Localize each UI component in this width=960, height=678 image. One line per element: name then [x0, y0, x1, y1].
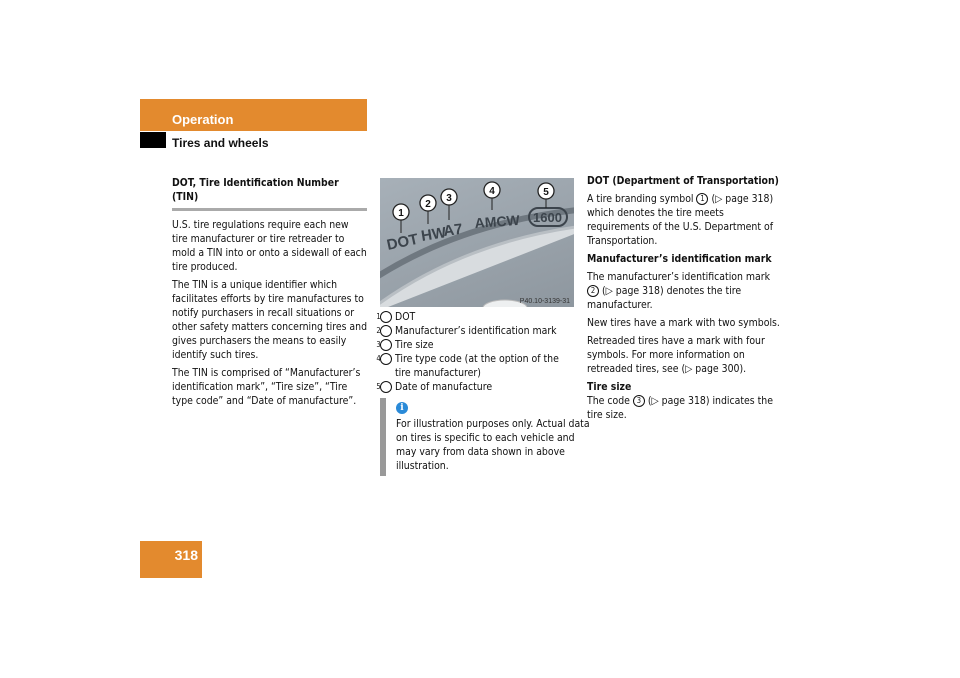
legend [376, 310, 574, 394]
page-number-box [140, 541, 202, 578]
callout-5: 5 [543, 187, 549, 198]
paragraph: The TIN is a unique identifier which facilitates efforts by tire manufactures to notify purchasers in recall situations or other safety matters concerning tires and gives purchasers the means to easily identify such tires. [172, 279, 368, 361]
marking-a7: A7 [442, 220, 464, 240]
legend-item: 4 Tire type code (at the option of the tire manufacturer) [376, 353, 559, 379]
figure-code: P40.10-3139-31 [519, 298, 570, 305]
heading-manufacturer: Manufacturer’s identification mark [587, 253, 772, 265]
legend-item: 2 Manufacturer’s identification mark [376, 325, 557, 337]
info-icon: i [396, 402, 408, 414]
info-note [380, 398, 590, 476]
header-marker [140, 132, 166, 148]
subsection-title: Tires and wheels [172, 136, 269, 150]
marking-hw: HW [419, 224, 448, 245]
note-text: For illustration purposes only. Actual data on tires is specific to each vehicle and may vary from data shown in above illustration. [396, 418, 590, 472]
paragraph: Retreaded tires have a mark with four symbols. For more information on retreaded tires, see (▷ page 300). [587, 335, 765, 375]
callout-4: 4 [489, 186, 495, 197]
right-column [587, 174, 782, 426]
marking-dot: DOT [385, 230, 420, 254]
marking-amcw: AMCW [474, 211, 521, 231]
legend-item: 1 DOT [376, 311, 416, 323]
callout-3: 3 [446, 193, 452, 204]
callout-2: 2 [425, 199, 431, 210]
legend-item: 3 Tire size [376, 339, 434, 351]
callout-1: 1 [398, 208, 404, 219]
page-number: 318 [174, 547, 198, 563]
heading-tire-size: Tire size [587, 381, 632, 393]
heading-dot: DOT (Department of Transportation) [587, 175, 779, 187]
marking-date: 1600 [533, 210, 562, 225]
tire-sidewall-image [380, 178, 574, 307]
paragraph: New tires have a mark with two symbols. [587, 317, 780, 329]
section-header [140, 99, 367, 131]
section-title: Operation [172, 112, 234, 127]
heading-tin: DOT, Tire Identification Number (TIN) [172, 176, 367, 211]
left-column [172, 176, 367, 412]
paragraph: The TIN is comprised of “Manufacturer’s identification mark”, “Tire size”, “Tire type code” and “Date of manufacture”. [172, 367, 361, 407]
tire-illustration [380, 178, 574, 307]
paragraph: U.S. tire regulations require each new tire manufacturer or tire retreader to mold a TIN into or onto a sidewall of each tire produced. [172, 219, 367, 273]
legend-item: 5 Date of manufacture [376, 381, 493, 393]
paragraph: The manufacturer’s identification mark 2 (▷ page 318) denotes the tire manufacturer. [587, 271, 770, 311]
paragraph: The code 3 (▷ page 318) indicates the tire size. [587, 395, 773, 421]
paragraph: A tire branding symbol 1 (▷ page 318) which denotes the tire meets requirements of the U.S. Department of Transportation. [587, 193, 774, 247]
